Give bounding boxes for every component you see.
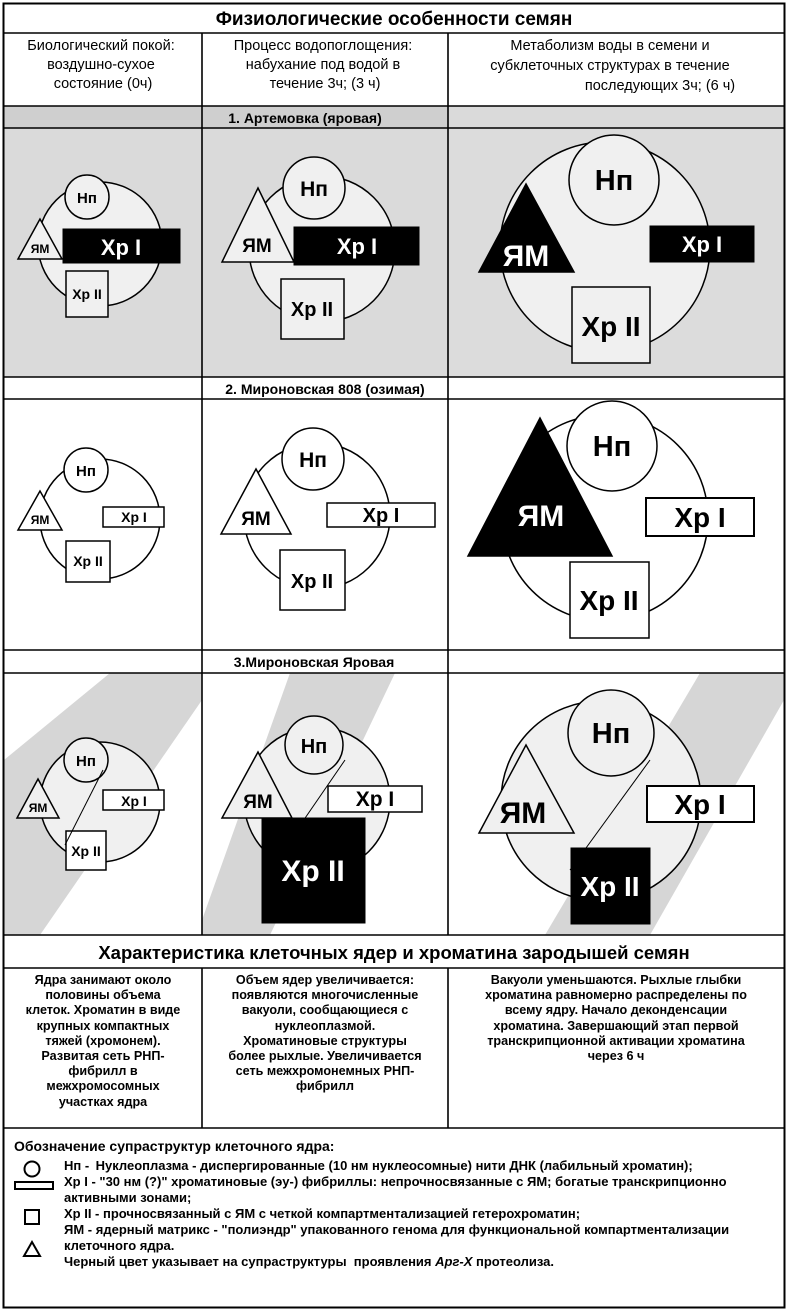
legend-item-yam (14, 1222, 784, 1254)
legend-note (14, 1254, 784, 1270)
np-label: Нп (300, 736, 328, 758)
description-line: половины объема (45, 988, 161, 1003)
np-label: Нп (594, 165, 634, 197)
legend-key: ЯМ - (64, 1222, 93, 1237)
np-label: Нп (300, 178, 328, 201)
nucleus-r2c3 (468, 401, 754, 638)
description-line: межхромосомных (46, 1079, 160, 1094)
hr2-label: Хр II (73, 553, 103, 569)
hr1-label: Хр I (674, 502, 726, 533)
legend-item-hr1 (14, 1174, 784, 1206)
legend-note-italic: Арг-Х (435, 1254, 473, 1269)
legend-key: Хр I - (64, 1174, 96, 1189)
nucleus-r2c2 (221, 428, 435, 610)
yam-label: ЯМ (243, 792, 273, 813)
description-line: всему ядру. Начало деконденсации (504, 1003, 728, 1018)
description-line: Развитая сеть РНП- (41, 1049, 165, 1064)
legend-text: "30 нм (?)" хроматиновые (эу-) фибриллы: непрочносвязанные с ЯМ; богатые транскрипционно активными зонами; (64, 1174, 727, 1205)
description-line: клеток. Хроматин в виде (25, 1003, 181, 1018)
np-label: Нп (76, 463, 96, 480)
description-line: Ядра занимают около (34, 973, 172, 987)
yam-label: ЯМ (28, 801, 48, 815)
description-col1 (8, 973, 198, 1110)
description-line: тяжей (хромонем). (45, 1033, 161, 1048)
yam-label: ЯМ (30, 242, 50, 256)
legend-note-suffix: протеолиза. (472, 1254, 555, 1269)
hr1-label: Хр I (355, 788, 395, 811)
description-line: появляются многочисленные (231, 988, 419, 1003)
yam-label: ЯМ (499, 797, 547, 830)
legend (14, 1138, 784, 1270)
triangle-icon (14, 1224, 54, 1258)
legend-key: Нп - (64, 1158, 90, 1173)
legend-key: Хр II - (64, 1206, 100, 1221)
description-line: Хроматиновые структуры (243, 1033, 407, 1048)
hr2-label: Хр II (290, 299, 334, 321)
column-header-2: Процесс водопоглощения: набухание под водой в течение 3ч; (3 ч) (233, 38, 413, 92)
description-line: сеть межхромонемных РНП- (235, 1064, 415, 1079)
description-col3 (450, 973, 782, 1064)
description-line: Вакуоли уменьшаются. Рыхлые глыбки (490, 973, 742, 987)
variety-title-3: 3.Мироновская Яровая (233, 654, 395, 670)
description-line: хроматина. Завершающий этап первой (493, 1018, 739, 1033)
np-label: Нп (591, 718, 631, 750)
column-header-3: Метаболизм воды в семени и субклеточных структурах в течение последующих 3ч; (6 ч) (490, 38, 736, 94)
hr1-label: Хр I (681, 232, 723, 257)
legend-note-prefix: Черный цвет указывает на супраструктуры проявления (64, 1254, 436, 1269)
description-line: фибрилл (296, 1079, 354, 1094)
rectangle-icon (14, 1176, 60, 1194)
variety-title-1: 1. Артемовка (яровая) (228, 110, 382, 126)
description-col2 (204, 973, 446, 1095)
legend-item-np (14, 1158, 784, 1174)
description-line: нуклеоплазмой. (274, 1018, 376, 1033)
hr2-label: Хр II (71, 843, 101, 859)
hr2-label: Хр II (72, 286, 102, 302)
hr1-label: Хр I (362, 505, 400, 527)
hr2-label: Хр II (281, 855, 345, 888)
description-line: более рыхлые. Увеличивается (228, 1049, 422, 1064)
hr1-label: Хр I (336, 234, 378, 259)
description-line: участках ядра (58, 1094, 148, 1109)
variety-title-2: 2. Мироновская 808 (озимая) (225, 381, 425, 397)
page-title: Физиологические особенности семян (215, 9, 573, 30)
legend-item-hr2 (14, 1206, 784, 1222)
description-line: через 6 ч (587, 1049, 645, 1064)
yam-label: ЯМ (502, 240, 550, 273)
hr2-label: Хр II (581, 311, 641, 342)
legend-text: ядерный матрикс - "полиэндр" упакованного генома для функциональной компартментализации клеточного ядра. (64, 1222, 730, 1253)
yam-label: ЯМ (30, 513, 50, 527)
hr1-label: Хр I (121, 509, 147, 525)
np-label: Нп (76, 753, 96, 770)
description-line: вакуоли, сообщающиеся с (241, 1003, 409, 1018)
nucleus-r2c1 (18, 448, 164, 582)
hr1-label: Хр I (674, 789, 726, 820)
np-label: Нп (77, 190, 97, 207)
legend-text: Нуклеоплазма - диспергированные (10 нм нуклеосомные) нити ДНК (лабильный хроматин); (95, 1158, 693, 1173)
hr2-label: Хр II (580, 871, 640, 902)
yam-label: ЯМ (517, 500, 565, 533)
legend-text: прочносвязанный с ЯМ с четкой компартментализацией гетерохроматин; (103, 1206, 581, 1221)
hr1-label: Хр I (121, 793, 147, 809)
np-label: Нп (299, 449, 327, 472)
description-line: фибрилл в (68, 1064, 138, 1079)
column-header-1: Биологический покой: воздушно-сухое состояние (0ч) (27, 38, 175, 92)
yam-label: ЯМ (241, 509, 271, 530)
yam-label: ЯМ (242, 236, 272, 257)
description-line: хроматина равномерно распределены по (485, 988, 747, 1003)
description-line: транскрипционной активации хроматина (487, 1033, 745, 1048)
section2-title: Характеристика клеточных ядер и хроматина зародышей семян (98, 942, 690, 963)
description-line: Объем ядер увеличивается: (235, 973, 415, 987)
description-line: крупных компактных (36, 1018, 170, 1033)
np-label: Нп (592, 431, 632, 463)
hr1-label: Хр I (100, 235, 142, 260)
legend-title: Обозначение супраструктур клеточного ядра: (14, 1138, 335, 1154)
hr2-label: Хр II (579, 585, 639, 616)
hr2-label: Хр II (290, 571, 334, 593)
